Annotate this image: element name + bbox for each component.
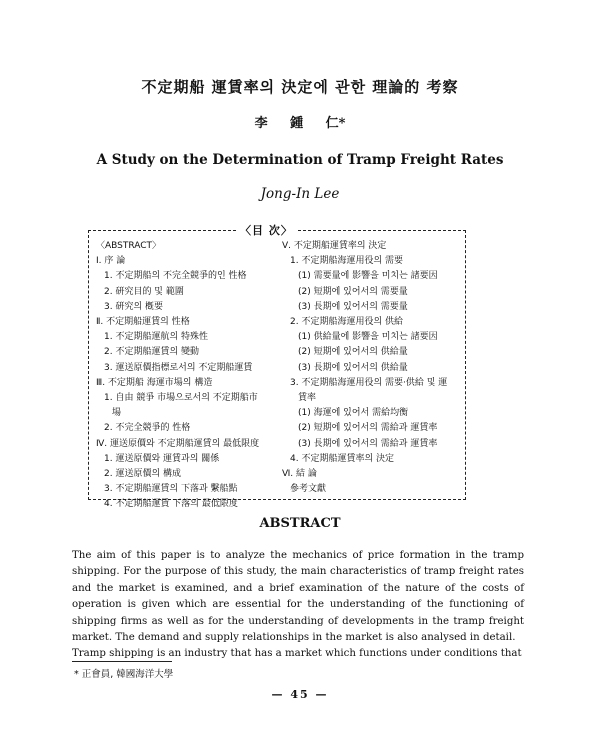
- toc-right-column: [282, 239, 458, 497]
- toc-entry: 3. 運送原價指標로서의 不定期船運賃: [104, 362, 253, 373]
- toc-entry: 1. 不定期船運航의 特殊性: [104, 332, 209, 343]
- toc-entry: Ⅵ. 結 論: [282, 469, 317, 480]
- toc-heading: 〈目 次〉: [236, 222, 297, 238]
- toc-entry: (3) 長期에 있어서의 需要量: [298, 301, 408, 312]
- abstract-paragraph: The aim of this paper is to analyze the mechanics of price formation in the tramp shipping. For the purpose of this study, the main characteristics of tramp freight rates and the market is examined, and a brief examination of the nature of the costs of operation is given which are essential for the understanding of the functioning of shipping firms as well as for the understanding of developments in the tramp freight market. The demand and supply relationships in the market is also analysed in detail.: [72, 550, 524, 644]
- toc-entry: 3. 不定期船海運用役의 需要·供給 및 運: [290, 377, 448, 388]
- toc-entry: (1) 海運에 있어서 需給均衡: [298, 408, 409, 419]
- abstract-paragraph: Tramp shipping is an industry that has a market which functions under conditions that: [72, 648, 522, 660]
- toc-entry: 4. 不定期船運賃率의 決定: [290, 453, 395, 464]
- toc-entry: 參考文獻: [290, 484, 327, 495]
- toc-entry: 1. 不定期船海運用役의 需要: [290, 256, 404, 267]
- toc-entry: 1. 自由 競爭 市場으로서의 不定期船市: [104, 393, 258, 404]
- toc-entry: (2) 短期에 있어서의 供給量: [298, 347, 408, 358]
- toc-entry: 2. 運送原價의 構成: [104, 469, 182, 480]
- toc-entry: 3. 不定期船運賃의 下落과 繫船點: [104, 484, 238, 495]
- toc-entry: 2. 不定期船運賃의 變動: [104, 347, 200, 358]
- toc-entry: 場: [112, 408, 122, 419]
- toc-left-column: [96, 239, 280, 513]
- toc-entry: (1) 需要量에 影響을 미치는 諸要因: [298, 271, 438, 282]
- english-author: Jong-In Lee: [260, 186, 340, 202]
- toc-entry: 2. 不完全競爭的 性格: [104, 423, 191, 434]
- toc-entry: 2. 硏究目的 및 範圍: [104, 286, 184, 297]
- toc-entry: (3) 長期에 있어서의 需給과 運賃率: [298, 438, 438, 449]
- toc-entry: 1. 不定期船의 不完全競爭的인 性格: [104, 271, 247, 282]
- page-number: — 45 —: [271, 688, 329, 701]
- footnote: * 正會員, 韓國海洋大學: [74, 669, 174, 680]
- english-title: A Study on the Determination of Tramp Freight Rates: [96, 152, 504, 168]
- footnote-divider: [72, 661, 172, 662]
- toc-entry: (2) 短期에 있어서의 需給과 運賃率: [298, 423, 438, 434]
- korean-author: 李 鍾 仁*: [254, 116, 346, 131]
- toc-entry: (1) 供給量에 影響을 미치는 諸要因: [298, 332, 438, 343]
- abstract-body: [72, 548, 524, 663]
- korean-title: 不定期船 運賃率의 決定에 관한 理論的 考察: [141, 78, 459, 96]
- toc-entry: 4. 不定期船運賃 下落의 最低限度: [104, 499, 238, 510]
- toc-entry: Ⅳ. 運送原價와 不定期船運賃의 最低限度: [96, 438, 260, 449]
- toc-entry: 3. 硏究의 槪要: [104, 301, 164, 312]
- toc-entry: (2) 短期에 있어서의 需要量: [298, 286, 408, 297]
- toc-entry: Ⅰ. 序 論: [96, 256, 126, 267]
- toc-entry: (3) 長期에 있어서의 供給量: [298, 362, 408, 373]
- abstract-heading: ABSTRACT: [259, 516, 341, 531]
- toc-entry: Ⅴ. 不定期船運賃率의 決定: [282, 241, 387, 251]
- toc-entry: Ⅱ. 不定期船運賃의 性格: [96, 317, 190, 328]
- toc-entry: 〈ABSTRACT〉: [96, 241, 162, 251]
- toc-entry: 2. 不定期船海運用役의 供給: [290, 317, 404, 328]
- toc-entry: 1. 運送原價와 運賃과의 關係: [104, 453, 220, 464]
- toc-entry: Ⅲ. 不定期船 海運市場의 構造: [96, 377, 213, 388]
- toc-entry: 賃率: [298, 393, 317, 404]
